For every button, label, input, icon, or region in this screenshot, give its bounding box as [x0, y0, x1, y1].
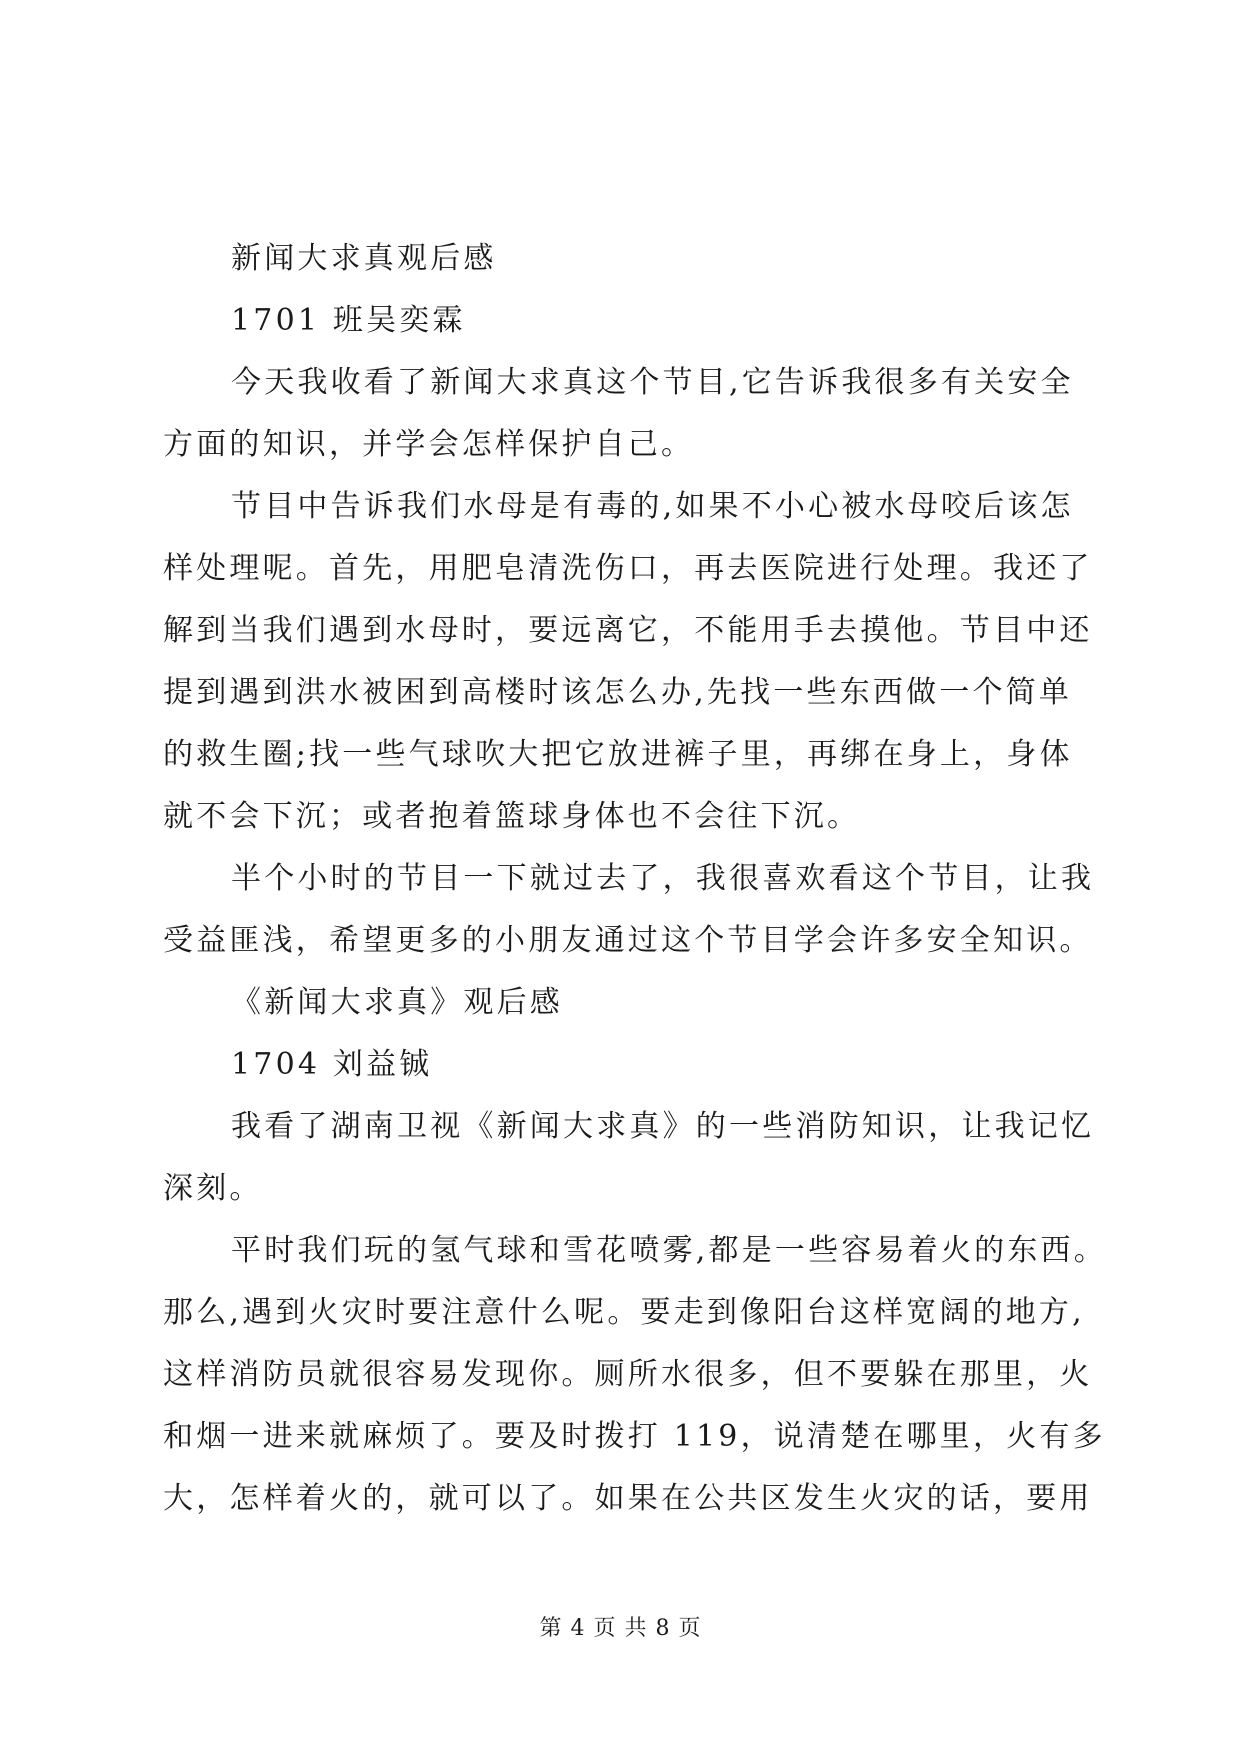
paragraph-line: 受益匪浅，希望更多的小朋友通过这个节目学会许多安全知识。	[163, 923, 1093, 958]
paragraph-line: 今天我收看了新闻大求真这个节目,它告诉我很多有关安全	[231, 365, 1074, 400]
article-title: 《新闻大求真》观后感	[231, 985, 563, 1020]
paragraph-line: 我看了湖南卫视《新闻大求真》的一些消防知识，让我记忆	[231, 1109, 1095, 1144]
page-number-footer: 第 4 页 共 8 页	[539, 1616, 702, 1641]
paragraph-line: 方面的知识，并学会怎样保护自己。	[163, 427, 695, 462]
paragraph-line: 解到当我们遇到水母时，要远离它，不能用手去摸他。节目中还	[163, 613, 1093, 648]
paragraph-line: 样处理呢。首先，用肥皂清洗伤口，再去医院进行处理。我还了	[163, 551, 1093, 586]
paragraph-line: 节目中告诉我们水母是有毒的,如果不小心被水母咬后该怎	[231, 489, 1074, 524]
paragraph-line: 的救生圈;找一些气球吹大把它放进裤子里，再绑在身上，身体	[163, 737, 1073, 772]
paragraph-line: 提到遇到洪水被困到高楼时该怎么办,先找一些东西做一个简单	[163, 675, 1073, 710]
article-title: 新闻大求真观后感	[231, 241, 497, 276]
paragraph-line: 深刻。	[163, 1171, 263, 1206]
paragraph-line: 这样消防员就很容易发现你。厕所水很多，但不要躲在那里，火	[163, 1357, 1093, 1392]
paragraph-line: 就不会下沉；或者抱着篮球身体也不会往下沉。	[163, 799, 861, 834]
paragraph-line: 大，怎样着火的，就可以了。如果在公共区发生火灾的话，要用	[163, 1481, 1093, 1516]
document-body	[163, 228, 1107, 1530]
paragraph-line: 那么,遇到火灾时要注意什么呢。要走到像阳台这样宽阔的地方,	[163, 1295, 1085, 1330]
paragraph-line: 半个小时的节目一下就过去了，我很喜欢看这个节目，让我	[231, 861, 1095, 896]
author-line: 1701 班吴奕霖	[231, 303, 466, 338]
author-line: 1704 刘益铖	[231, 1047, 433, 1082]
paragraph-line: 平时我们玩的氢气球和雪花喷雾,都是一些容易着火的东西。	[231, 1233, 1107, 1268]
paragraph-line: 和烟一进来就麻烦了。要及时拨打 119，说清楚在哪里，火有多	[163, 1419, 1106, 1454]
